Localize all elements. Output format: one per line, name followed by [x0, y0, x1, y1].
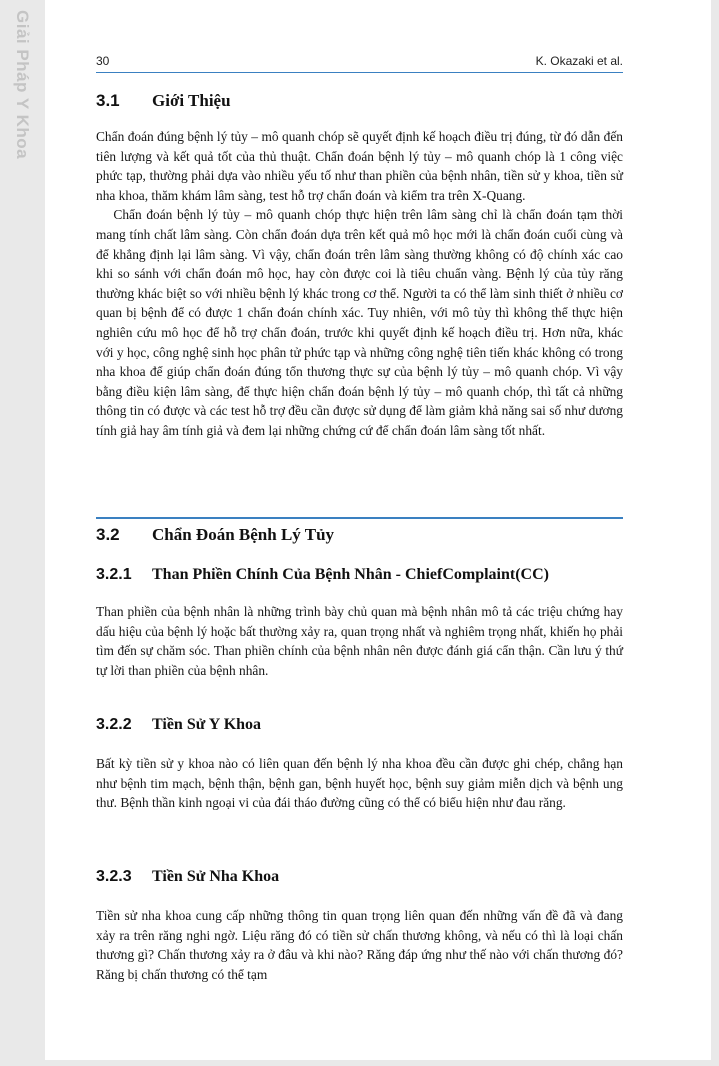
paragraph: Than phiền của bệnh nhân là những trình bày chủ quan mà bệnh nhân mô tả các triệu chứng hay dấu hiệu của bệnh lý hoặc bất thường xảy ra, quan trọng nhất và nghiêm trọng nhất, khiến họ phải tìm đến sự chăm sóc. Than phiền chính của bệnh nhân nên được đánh giá cẩn thận. Cần lưu ý thứ tự lời than phiền của bệnh nhân.: [96, 604, 623, 678]
running-head-author: K. Okazaki et al.: [535, 54, 623, 68]
subsection-number: 3.2.3: [96, 868, 132, 885]
watermark-label: Giải Pháp Y Khoa: [13, 10, 32, 160]
section-title: Giới Thiệu: [152, 91, 231, 110]
page-number: 30: [96, 54, 110, 68]
paragraph: Tiền sử nha khoa cung cấp những thông tin quan trọng liên quan đến những vấn đề đã và đang xảy ra trên răng nghi ngờ. Liệu răng đó có tiền sử chấn thương không, và nếu có thì là loại chấn thương gì? Chấn thương xảy ra ở đâu và khi nào? Răng đáp ứng như thế nào với chấn thương đó? Răng bị chấn thương có thể tạm: [96, 908, 623, 982]
subsection-number: 3.2.2: [96, 716, 132, 733]
section-number: 3.2: [96, 525, 120, 544]
document-page: [45, 0, 711, 1060]
section-heading-3-2: [96, 525, 334, 545]
subsection-heading-3-2-3: [96, 868, 279, 886]
header-divider: [96, 72, 623, 73]
subsection-body-3-2-1: [96, 602, 623, 680]
section-number: 3.1: [96, 91, 120, 110]
subsection-title: Tiền Sử Nha Khoa: [152, 868, 280, 885]
subsection-title: Tiền Sử Y Khoa: [152, 716, 262, 733]
section-heading-3-1: [96, 91, 231, 111]
paragraph: Bất kỳ tiền sử y khoa nào có liên quan đến bệnh lý nha khoa đều cần được ghi chép, chẳng hạn như bệnh tim mạch, bệnh thận, bệnh gan, bệnh huyết học, bệnh suy giảm miễn dịch và bệnh ung thư. Bệnh thần kinh ngoại vi của đái tháo đường cũng có thể có biểu hiện như đau răng.: [96, 756, 623, 811]
section-divider: [96, 517, 623, 519]
subsection-body-3-2-2: [96, 754, 623, 813]
subsection-heading-3-2-2: [96, 716, 261, 734]
subsection-number: 3.2.1: [96, 566, 132, 583]
paragraph: Chẩn đoán bệnh lý tủy – mô quanh chóp thực hiện trên lâm sàng chỉ là chẩn đoán tạm thời mang tính chất lâm sàng. Còn chẩn đoán dựa trên kết quả mô học mới là chẩn đoán cuối cùng và để khẳng định lại lâm sàng. Vì vậy, chẩn đoán trên lâm sàng thường không có độ chính xác cao khi so sánh với chẩn đoán mô học, hay còn được coi là tiêu chuẩn vàng. Bệnh lý của tủy răng thường khác biệt so với nhiều bệnh lý khác trong cơ thể. Người ta có thể làm sinh thiết ở nhiều cơ quan bị bệnh để có được 1 chẩn đoán chính xác. Tuy nhiên, với mô tủy thì không thể thực hiện nghiên cứu mô học để hỗ trợ chẩn đoán, trước khi quyết định kế hoạch điều trị. Hơn nữa, khác với y học, công nghệ sinh học phân tử phức tạp và những công nghệ tiên tiến khác không có trong nha khoa để giúp chẩn đoán đúng tổn thương thực sự của bệnh lý tủy – mô quanh chóp. Vì vậy bằng điều kiện lâm sàng, để thực hiện chẩn đoán bệnh lý tủy – mô quanh chóp, thì tất cả những thông tin có được và các test hỗ trợ đều cần được sử dụng để làm giảm khả năng sai số như dương tính giả hay âm tính giả và đem lại những chứng cứ để chẩn đoán lâm sàng tốt nhất.: [96, 207, 623, 438]
subsection-heading-3-2-1: [96, 566, 549, 584]
paragraph: Chẩn đoán đúng bệnh lý tủy – mô quanh chóp sẽ quyết định kế hoạch điều trị đúng, từ đó dẫn đến tiên lượng và kết quả tốt của thủ thuật. Chẩn đoán bệnh lý tủy – mô quanh chóp là 1 công việc phức tạp, thường phải dựa vào nhiều yếu tố như than phiền của bệnh nhân, tiền sử y khoa, tiền sử nha khoa, thăm khám lâm sàng, test hỗ trợ chẩn đoán và kiểm tra trên X-Quang.: [96, 129, 623, 203]
subsection-title: Than Phiền Chính Của Bệnh Nhân - ChiefComplaint(CC): [152, 566, 549, 583]
section-body-3-1: [96, 127, 623, 441]
section-title: Chẩn Đoán Bệnh Lý Tủy: [152, 525, 335, 544]
subsection-body-3-2-3: [96, 906, 623, 984]
